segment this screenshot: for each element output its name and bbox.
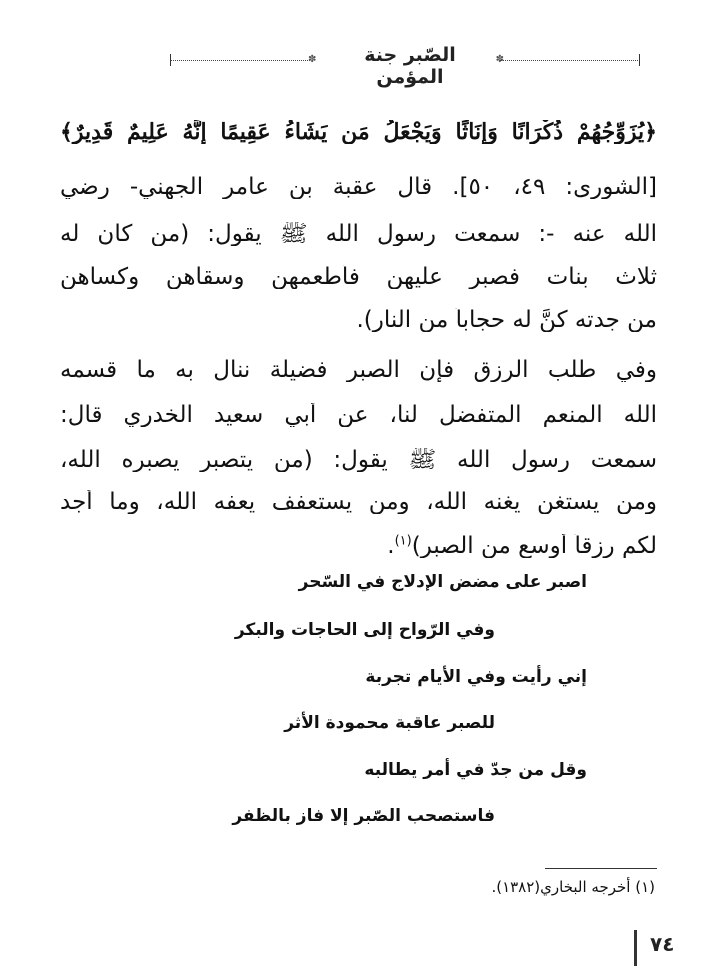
poem-line: وقل من جدّ في أمر يطالبه [364, 760, 587, 780]
text-line: الله عنه -: سمعت رسول الله ﷺ يقول: (من كان له [60, 222, 657, 246]
header-ornament-icon: ✽ [308, 54, 317, 65]
text-line-with-footnote [60, 534, 657, 558]
text-line: ثلاث بنات فصبر عليهن فأطعمهن وسقاهن وكساهن [60, 265, 657, 289]
text-line: ومن يستغن يغنه الله، ومن يستعفف يعفه الله، وما أجد [60, 490, 657, 514]
text-line: الله المنعم المتفضل لنا، عن أبي سعيد الخدري قال: [60, 403, 657, 427]
header-right-rule [500, 60, 640, 61]
header-right-tick [639, 54, 640, 66]
footnote-rule [545, 868, 657, 869]
header-title: الصّبر جنة المؤمن [364, 44, 456, 88]
poem-line: اصبر على مضض الإدلاج في السّحر [298, 572, 587, 592]
footnote-marker: (١) [394, 534, 412, 549]
text-line: [الشورى: ٤٩، ٥٠]. قال عقبة بن عامر الجهني- رضي [60, 175, 657, 199]
header-left-rule [170, 60, 310, 61]
poem-line: وفي الرّواح إلى الحاجات والبكر [234, 620, 495, 640]
page-number-bar [634, 930, 637, 966]
quran-verse: ﴿يُزَوِّجُهُمْ ذُكْرَانًا وَإِنَاثًا وَيَجْعَلُ مَن يَشَاءُ عَقِيمًا إِنَّهُ عَلِيمٌ قَدِيرٌ﴾ [60, 120, 657, 144]
running-header [170, 42, 650, 88]
page-number: ٧٤ [650, 932, 675, 956]
line-end-punct: . [387, 534, 395, 558]
text-line: سمعت رسول الله ﷺ يقول: (من يتصبر يصبره الله، [60, 448, 657, 472]
poem-line: إني رأيت وفي الأيام تجربة [365, 667, 587, 687]
text-line: من جدته كنَّ له حجاباً من النار). [356, 308, 657, 332]
text-line: وفي طلب الرزق فإن الصبر فضيلة ننال به ما قسمه [60, 358, 657, 382]
poem-line: فاستصحب الصّبر إلا فاز بالظفر [232, 806, 495, 826]
header-ornament-icon: ✽ [495, 54, 504, 65]
text-line-content: لكم رزقاً أوسع من الصبر) [411, 534, 657, 558]
poem-line: للصبر عاقبة محمودة الأثر [284, 713, 495, 733]
footnote: (١) أخرجه البخاري(١٣٨٢). [491, 878, 655, 896]
